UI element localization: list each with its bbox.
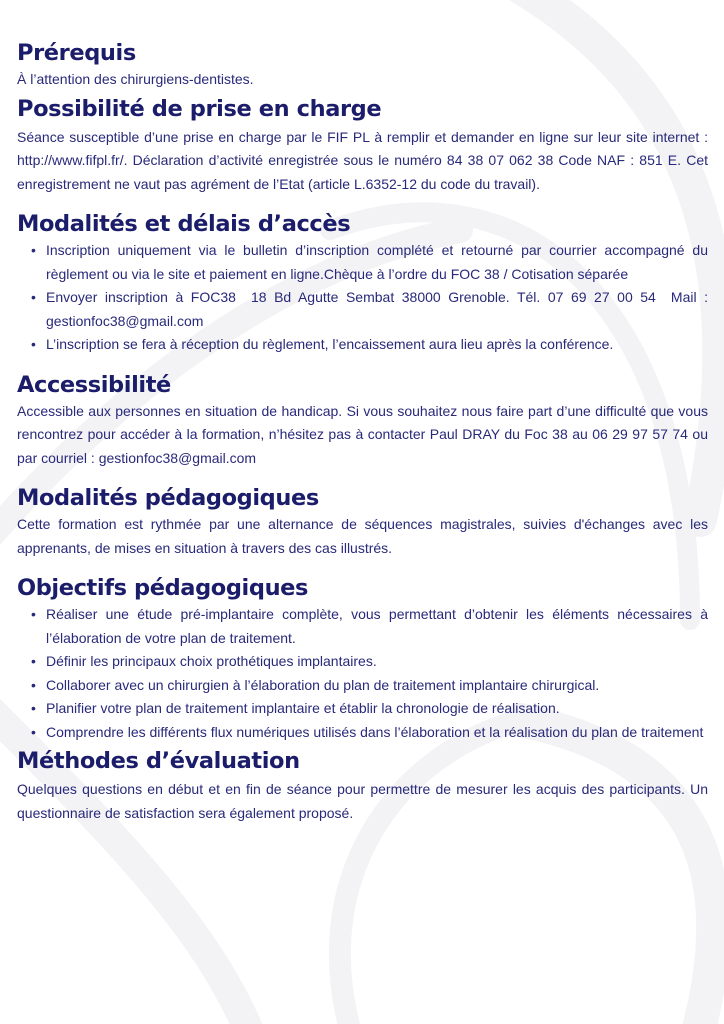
- list-item-text: L’inscription se fera à réception du règlement, l’encaissement aura lieu après la conférence.: [46, 336, 614, 352]
- bullet-icon: •: [31, 653, 36, 669]
- list-item: [30, 603, 708, 650]
- section-heading: Objectifs pédagogiques: [17, 575, 309, 601]
- list-item: [30, 721, 708, 745]
- list-item: [30, 286, 712, 333]
- list-item: [30, 674, 708, 698]
- section-heading: Méthodes d’évaluation: [17, 748, 300, 774]
- section-methodes-evaluation: [17, 746, 708, 825]
- section-heading: Accessibilité: [17, 371, 171, 398]
- section-heading: Modalités et délais d’accès: [17, 211, 351, 237]
- bullet-icon: •: [31, 289, 36, 305]
- section-modalites-pedagogiques: [17, 483, 708, 560]
- section-accessibilite: [17, 370, 708, 471]
- bullet-list: [17, 603, 708, 744]
- section-paragraph: Quelques questions en début et en fin de séance pour permettre de mesurer les acquis des participants. Un questionnaire de satisfaction sera également proposé.: [17, 781, 708, 821]
- section-objectifs-pedagogiques: [17, 573, 708, 744]
- section-heading: Modalités pédagogiques: [17, 485, 319, 511]
- bullet-icon: •: [31, 242, 36, 258]
- bullet-icon: •: [31, 336, 36, 352]
- section-paragraph: À l’attention des chirurgiens-dentistes.: [17, 71, 254, 87]
- section-heading: Possibilité de prise en charge: [17, 95, 382, 122]
- section-prerequis: [17, 38, 708, 92]
- list-item-text: Comprendre les différents flux numériques utilisés dans l’élaboration et la réalisation du plan de traitement: [46, 723, 704, 740]
- bullet-list: [17, 239, 712, 357]
- bullet-icon: •: [31, 723, 36, 740]
- list-item: [30, 239, 708, 286]
- section-paragraph: Accessible aux personnes en situation de handicap. Si vous souhaitez nous faire part d’une difficulté que vous rencontrez pour accéder à la formation, n’hésitez pas à contacter Paul DRAY du Foc 38 au 06 29 97 57 74 ou par courriel : gestionfoc38@gmail.com: [17, 402, 708, 466]
- section-paragraph: Séance susceptible d’une prise en charge par le FIF PL à remplir et demander en ligne sur leur site internet : http://www.fifpl.fr/. Déclaration d’activité enregistrée sous le numéro 84 38 07 062 38 Code NAF : 851 E. Cet enregistrement ne vaut pas agrément de l’Etat (article L.6352-12 du code du travail).: [17, 128, 708, 192]
- bullet-icon: •: [31, 606, 36, 622]
- list-item-text: Envoyer inscription à FOC38 18 Bd Agutte Sembat 38000 Grenoble. Tél. 07 69 27 00 54 Mail : gestionfoc38@gmail.com: [46, 289, 712, 329]
- section-heading: Prérequis: [17, 40, 136, 66]
- list-item: [30, 697, 708, 721]
- bullet-icon: •: [31, 676, 36, 693]
- list-item-text: Collaborer avec un chirurgien à l’élaboration du plan de traitement implantaire chirurgical.: [46, 676, 600, 693]
- list-item: [30, 333, 708, 357]
- bullet-icon: •: [31, 700, 36, 716]
- section-paragraph: Cette formation est rythmée par une alternance de séquences magistrales, suivies d'échanges avec les apprenants, de mises en situation à travers des cas illustrés.: [17, 516, 708, 556]
- list-item-text: Définir les principaux choix prothétiques implantaires.: [46, 653, 377, 669]
- section-prise-en-charge: [17, 94, 708, 197]
- list-item: [30, 650, 708, 674]
- list-item-text: Planifier votre plan de traitement implantaire et établir la chronologie de réalisation.: [46, 700, 560, 716]
- section-modalites-acces: [17, 209, 712, 357]
- list-item-text: Réaliser une étude pré-implantaire complète, vous permettant d’obtenir les éléments nécessaires à l’élaboration de votre plan de traitement.: [46, 606, 708, 646]
- list-item-text: Inscription uniquement via le bulletin d’inscription complété et retourné par courrier accompagné du règlement ou via le site et paiement en ligne.Chèque à l’ordre du FOC 38 / Cotisation séparée: [46, 242, 708, 282]
